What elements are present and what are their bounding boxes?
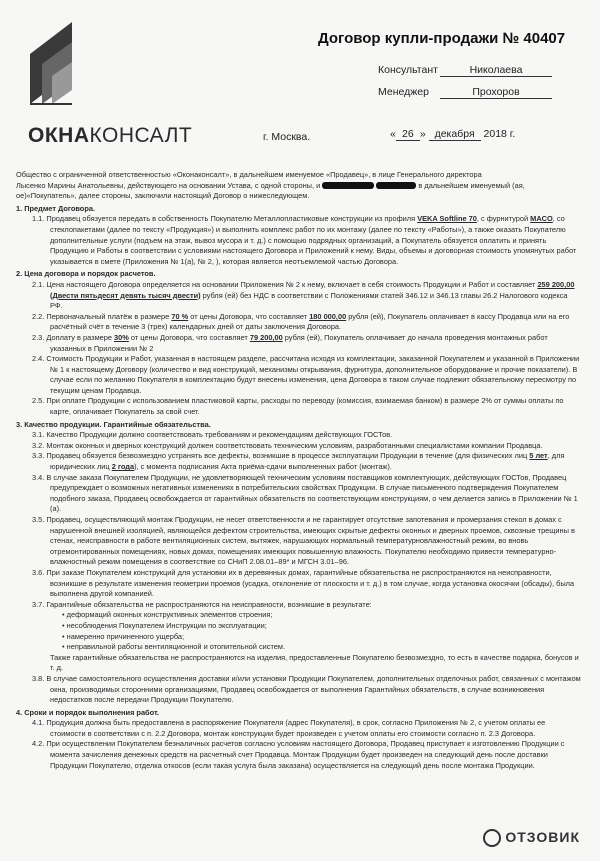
site-watermark: ОТЗОВИК [483, 829, 580, 847]
date-day: 26 [396, 128, 420, 141]
date-month: декабря [429, 128, 481, 141]
consultant-label: Консультант [378, 64, 438, 76]
intro-line: ое)«Покупатель», далее стороны, заключили настоящий Договор о нижеследующем. [16, 191, 310, 201]
contract-body [16, 170, 581, 771]
list-item: • деформаций оконных конструктивных элементов строения; [62, 610, 273, 620]
list-item: • намеренно причиненного ущерба; [62, 631, 185, 641]
clause: 4.1. Продукция должна быть предоставлена в распоряжение Покупателя (адрес Покупателя), в срок, согласно Приложения № 2, с учетом оплаты ее стоимости в соответствии с п. 2.2 Договора, монтаж конструкции будет произведен с учетом оплаты его стоимости согласно п. 2.3 Договора. [32, 718, 546, 738]
date-year: 2018 г. [483, 128, 516, 140]
manager-value: Прохоров [440, 86, 552, 99]
clause: 1.1. Продавец обязуется передать в собственность Покупателю Металлопластиковые конструкции из профиля VEKA Softline 70, с фурнитурой MACO, со стеклопакетами (далее по тексту «Продукция») и выполнить комплекс работ по их монтажу (далее по тексту «Работы»), а также оказать Покупателю дополнительные услуги (подъем на этаж, вывоз мусора и т. д.) с помощью подрядных организаций, а Покупатель обязуется оплатить и принять Продукцию и Работы в соответствии с условиями настоящего Договора и Приложений к нему. Виды, объемы и договорная стоимость упомянутых работ указывается в смете (Приложения № 1(а), № 2, ), которая является неотъемлемой частью Договора. [32, 214, 577, 266]
section-heading: 4. Сроки и порядок выполнения работ. [16, 707, 159, 717]
redaction-mark [322, 182, 374, 189]
clause: 2.2. Первоначальный платёж в размере 70 % от цены Договора, что составляет 180 000,00 рубля (ей), Покупатель оплачивает в кассу Продавца или на его расчётный счёт в течение 3 (трех) календарных дней от даты заключения Договора. [32, 311, 570, 332]
clause: 3.4. В случае заказа Покупателем Продукции, не удовлетворяющей техническим условиям поставщиков комплектующих, действующих ГОСТов, Продавец предупреждает о возможных негативных изменениях в потребительских свойствах Продукции. В случае письменного подтверждения Покупателем подобного заказа, Продавец освобождается от гарантийных обязательств по соответствующим конструкциям, о чем делается запись в Приложении № 1 (а). [32, 472, 578, 514]
city: г. Москва. [263, 131, 311, 143]
company-logo-icon [28, 20, 88, 106]
list-item: • несоблюдения Покупателем Инструкции по эксплуатации; [62, 620, 267, 630]
clause: 4.2. При осуществлении Покупателем безналичных расчетов согласно условиям настоящего Договора, Продавец приступает к изготовлению Продукции с момента зачисления денежных средств на расчетный счет Продавца. Монтаж Продукции будет произведен на следующий день после доставки Продукции Покупателю, отделка откосов (если такая услуга была заказана) осуществляется на следующий день после монтажа Продукции. [32, 739, 565, 770]
manager-label: Менеджер [378, 86, 429, 98]
clause: 3.6. При заказе Покупателем конструкций для установки их в деревянных домах, гарантийные обязательства не распространяются на неисправности, возникшие в результате изменения геометрии проемов (усадка, отклонение от плоскости и т. д.) в том случае, когда установка окосячки (обсады), была выполнена другой компанией. [32, 567, 575, 599]
clause: 3.8. В случае самостоятельного осуществления доставки и/или установки Продукции Покупателем, дополнительных отделочных работ, связанных с монтажом окна, производимых сторонними организациями, Продавец освобождается от выполнения Гарантийных обязательств, в случае возникновения недостатков после передачи Продукции Покупателю. [32, 673, 581, 705]
clause: 3.2. Монтаж оконных и дверных конструкций должен соответствовать техническим условиям, разработанными специалистами компании Продавца. [32, 440, 543, 450]
clause: 2.5. При оплате Продукции с использованием пластиковой карты, расходы по переводу (комиссия, взимаемая банком) в размере 2% от суммы оплаты по карте, оплачивает Покупатель за свой счет. [32, 396, 564, 417]
document-title: Договор купли-продажи № 40407 [318, 30, 566, 47]
contract-date: « 26 » декабря 2018 г. [390, 128, 516, 140]
list-item: • неправильной работы вентиляционной и отопительной систем. [62, 642, 286, 652]
clause: 2.3. Доплату в размере 30% от цены Договора, что составляет 79 200,00 рубля (ей), Покупатель оплачивает до начала проведения монтажных работ указанных в Приложении № 2 [32, 332, 548, 353]
clause: Также гарантийные обязательства не распространяются на изделия, предоставленные Покупателю безвозмездно, то есть в качестве подарка, бонусов и т. д. [50, 652, 579, 673]
section-heading: 1. Предмет Договора. [16, 203, 96, 213]
clause: 3.7. Гарантийные обязательства не распространяются на неисправности, возникшие в результате: [32, 599, 372, 609]
redaction-mark [376, 182, 416, 189]
clause: 3.3. Продавец обязуется безвозмездно устранять все дефекты, возникшие в процессе эксплуатации Продукции в течение (для физических лиц 5 лет, для юридических лиц 2 года), с момента подписания Акта приёма-сдачи выполненных работ (монтаж). [32, 451, 565, 472]
clause: 2.1. Цена настоящего Договора определяется на основании Приложения № 2 к нему, включает в себя стоимость Продукции и Работ и составляет 259 200,00 (Двести пятьдесят девять тысяч двести) рубля (ей) без НДС в соответствии с Положениями статей 346.12 и 346.13 главы 26.2 Налогового кодекса РФ. [32, 279, 575, 311]
consultant-value: Николаева [440, 64, 552, 77]
intro-line: Лысенко Марины Анатольевны, действующего на основании Устава, с одной стороны, и в дальнейшем именуемый (ая, [16, 180, 525, 190]
section-heading: 2. Цена договора и порядок расчетов. [16, 269, 156, 279]
intro-line: Общество с ограниченной ответственностью «Оконаконсалт», в дальнейшем именуемое «Продавец», в лице Генерального директора [16, 170, 482, 179]
clause: 2.4. Стоимость Продукции и Работ, указанная в настоящем разделе, рассчитана исходя из комплектации, заказанной Покупателем и указанной в Приложении № 1 к настоящему Договору (количество и вид конструкций, механизмы открывания, фурнитура, дополнительное оборудование и прочие показатели). В случае если по желанию Покупателя в комплектацию будут внесены изменения, цена Договора в таком случае подлежит обязательному пересмотру по текущим ценам Продавца. [32, 354, 580, 395]
clause: 3.5. Продавец, осуществляющий монтаж Продукции, не несет ответственности и не гарантирует отсутствие запотевания и промерзания стекол в домах с нарушенной внешней изоляцией, являющейся дефектом строительства, имеющих скрытые дефекты оконных и дверных проемов, сквозные трещины в стенах, неисправности в работе вентиляционных систем, вытяжек, нарушающих нормальный температурновлажностный режим, во вновь отремонтированных помещениях, новых домах, помещениях имеющих повышенную влажность. Покупателю необходимо привести температурно-влажностный режим помещения в соответствие со СНиП 2.08.01–89* и МГСН 3.01–96. [32, 515, 575, 567]
section-heading: 3. Качество продукции. Гарантийные обязательства. [16, 419, 211, 429]
watermark-icon [483, 829, 501, 847]
company-logo-text: ОКНАКОНСАЛТ [28, 124, 193, 147]
clause: 3.1. Качество Продукции должно соответствовать требованиям и рекомендациям действующих ГОСТов. [32, 430, 393, 440]
